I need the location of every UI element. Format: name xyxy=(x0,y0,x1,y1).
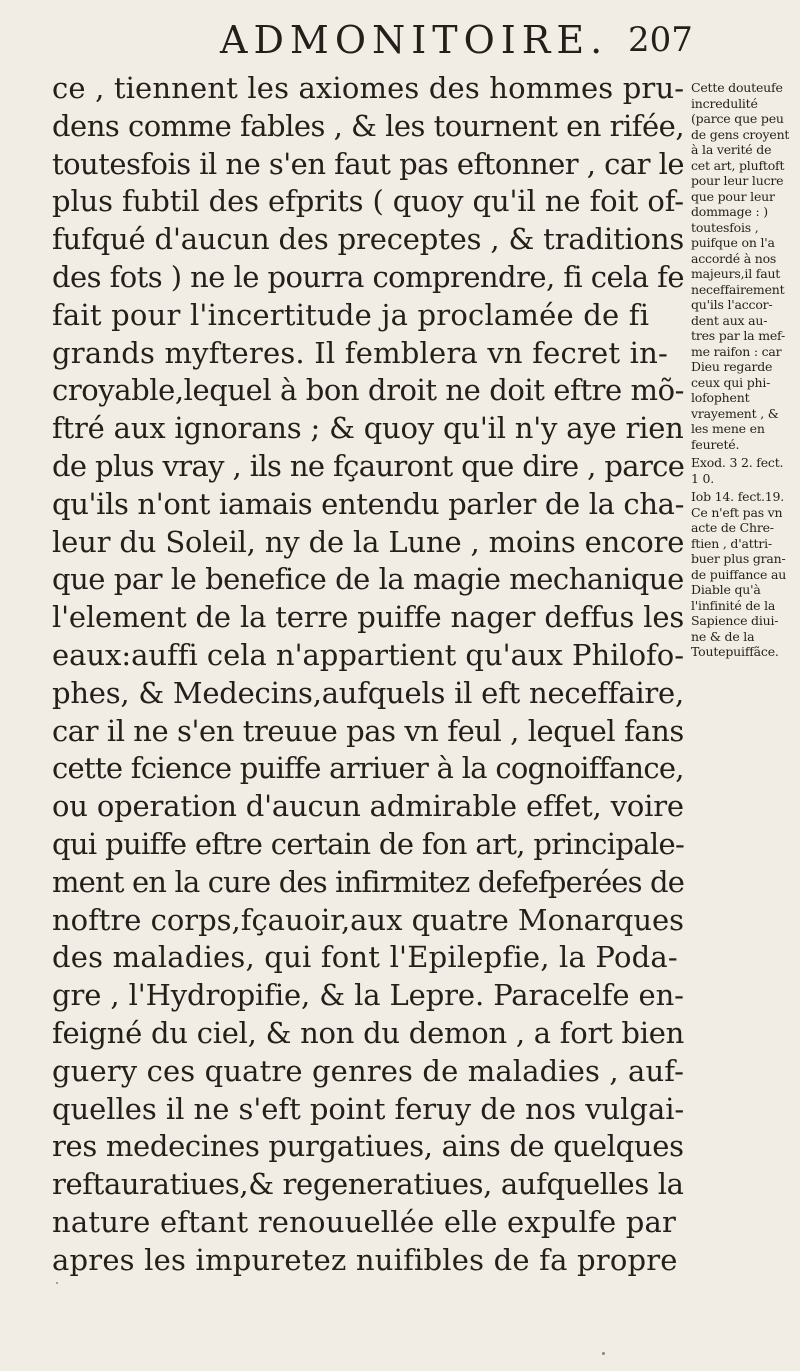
margin-note-line: tres par la mef- xyxy=(691,328,786,343)
margin-notes xyxy=(691,80,795,660)
text-line: reftauratiues,& regeneratiues, aufquelles la xyxy=(52,1167,684,1202)
text-line: guery ces quatre genres de maladies , auf- xyxy=(52,1053,685,1088)
text-line: fufqué d'aucun des preceptes , & traditions xyxy=(52,222,685,257)
margin-note-job-ref xyxy=(691,489,795,660)
margin-note-line: ne & de la xyxy=(691,628,755,644)
running-title: ADMONITOIRE. xyxy=(220,18,609,62)
text-line: ftré aux ignorans ; & quoy qu'il n'y aye rien xyxy=(52,411,684,446)
paper-speck xyxy=(602,1352,605,1355)
margin-note-line: Sapience diui- xyxy=(691,613,779,628)
text-line: noftre corps,fçauoir,aux quatre Monarques xyxy=(52,902,685,937)
margin-note-line: Toutepuiffãce. xyxy=(691,644,779,659)
margin-note-line: lofophent xyxy=(691,390,750,405)
margin-note-line: toutesfois , xyxy=(691,219,759,235)
text-line: qui puiffe eftre certain de fon art, principale- xyxy=(52,826,685,861)
margin-note-line: vrayement , & xyxy=(691,405,779,421)
text-line: ou operation d'aucun admirable effet, voire xyxy=(52,789,684,824)
text-line: qu'ils n'ont iamais entendu parler de la cha- xyxy=(52,486,685,521)
text-line: feigné du ciel, & non du demon , a fort bien xyxy=(52,1015,685,1050)
text-line: ce , tiennent les axiomes des hommes pru- xyxy=(52,71,685,105)
margin-note-line: à la verité de xyxy=(691,142,772,157)
body-text xyxy=(52,70,684,1280)
text-line: des fots ) ne le pourra comprendre, fi cela fe xyxy=(52,259,684,294)
text-line: gre , l'Hydropifie, & la Lepre. Paracelfe en- xyxy=(52,978,684,1013)
margin-note-line: que pour leur xyxy=(691,188,775,204)
text-line: eaux:auffi cela n'appartient qu'aux Philofo- xyxy=(52,637,684,672)
margin-note-line: dent aux au- xyxy=(691,312,768,328)
margin-note-line: neceffairement xyxy=(691,281,785,297)
text-line: leur du Soleil, ny de la Lune , moins encore xyxy=(52,524,685,559)
text-line: des maladies, qui font l'Epilepfie, la Poda- xyxy=(52,940,678,975)
margin-note-line: 1 0. xyxy=(691,470,715,486)
text-line: quelles il ne s'eft point feruy de nos vulgai- xyxy=(52,1091,685,1126)
text-line: apres les impuretez nuifibles de fa propre xyxy=(52,1242,678,1277)
text-line: ment en la cure des infirmitez defefperées de xyxy=(52,864,685,899)
margin-note-line: ceux qui phi- xyxy=(691,374,771,390)
text-line: fait pour l'incertitude ja proclamée de fi xyxy=(52,297,650,332)
margin-note-line: incredulité xyxy=(691,95,758,111)
margin-note-line: qu'ils l'accor- xyxy=(691,297,773,312)
margin-note-line: de puiffance au xyxy=(691,566,787,582)
margin-note-line: Ce n'eft pas vn xyxy=(691,504,783,520)
margin-note-line: majeurs,il faut xyxy=(691,266,781,281)
page-number: 207 xyxy=(628,20,693,60)
text-line: toutesfois il ne s'en faut pas eftonner , car le xyxy=(52,146,685,181)
running-head xyxy=(0,18,800,62)
margin-note-line: Diable qu'à xyxy=(691,582,761,597)
text-line: res medecines purgatiues, ains de quelques xyxy=(52,1129,684,1164)
margin-note-line: me raifon : car xyxy=(691,343,782,359)
margin-note-line: de gens croyent xyxy=(691,126,790,142)
margin-note-line: buer plus gran- xyxy=(691,551,786,566)
margin-note-line: pour leur lucre xyxy=(691,173,784,188)
margin-note-exodus-ref xyxy=(691,455,795,486)
margin-note-incredulity xyxy=(691,80,795,452)
text-line: croyable,lequel à bon droit ne doit eftre mõ- xyxy=(52,373,685,408)
margin-note-line: ftien , d'attri- xyxy=(691,535,772,551)
margin-note-line: dommage : ) xyxy=(691,204,768,219)
text-line: car il ne s'en treuue pas vn feul , lequel fans xyxy=(52,713,684,748)
margin-note-line: feureté. xyxy=(691,436,740,452)
text-line: phes, & Medecins,aufquels il eft neceffaire, xyxy=(52,675,684,710)
text-line: plus fubtil des efprits ( quoy qu'il ne foit of- xyxy=(52,184,684,219)
margin-note-line: l'infinité de la xyxy=(691,597,776,613)
margin-note-line: Iob 14. fect.19. xyxy=(691,489,784,504)
text-line: nature eftant renouuellée elle expulfe par xyxy=(52,1204,677,1239)
text-line: l'element de la terre puiffe nager deffus les xyxy=(52,600,685,635)
margin-note-line: cet art, pluftoft xyxy=(691,157,785,173)
margin-note-line: Dieu regarde xyxy=(691,359,773,374)
margin-note-line: Exod. 3 2. fect. xyxy=(691,455,784,470)
text-line: de plus vray , ils ne fçauront que dire , parce xyxy=(52,448,685,483)
text-line: dens comme fables , & les tournent en rifée, xyxy=(52,108,685,143)
margin-note-line: Cette douteufe xyxy=(691,80,783,95)
margin-note-line: acte de Chre- xyxy=(691,520,774,535)
paper-speck xyxy=(56,1282,58,1284)
text-line: que par le benefice de la magie mechanique xyxy=(52,562,684,597)
text-line: grands myfteres. Il femblera vn fecret in- xyxy=(52,335,669,370)
margin-note-line: (parce que peu xyxy=(691,111,784,126)
text-line: cette fcience puiffe arriuer à la cognoiffance, xyxy=(52,751,684,786)
margin-note-line: les mene en xyxy=(691,421,765,436)
margin-note-line: puifque on l'a xyxy=(691,235,775,250)
margin-note-line: accordé à nos xyxy=(691,250,777,266)
